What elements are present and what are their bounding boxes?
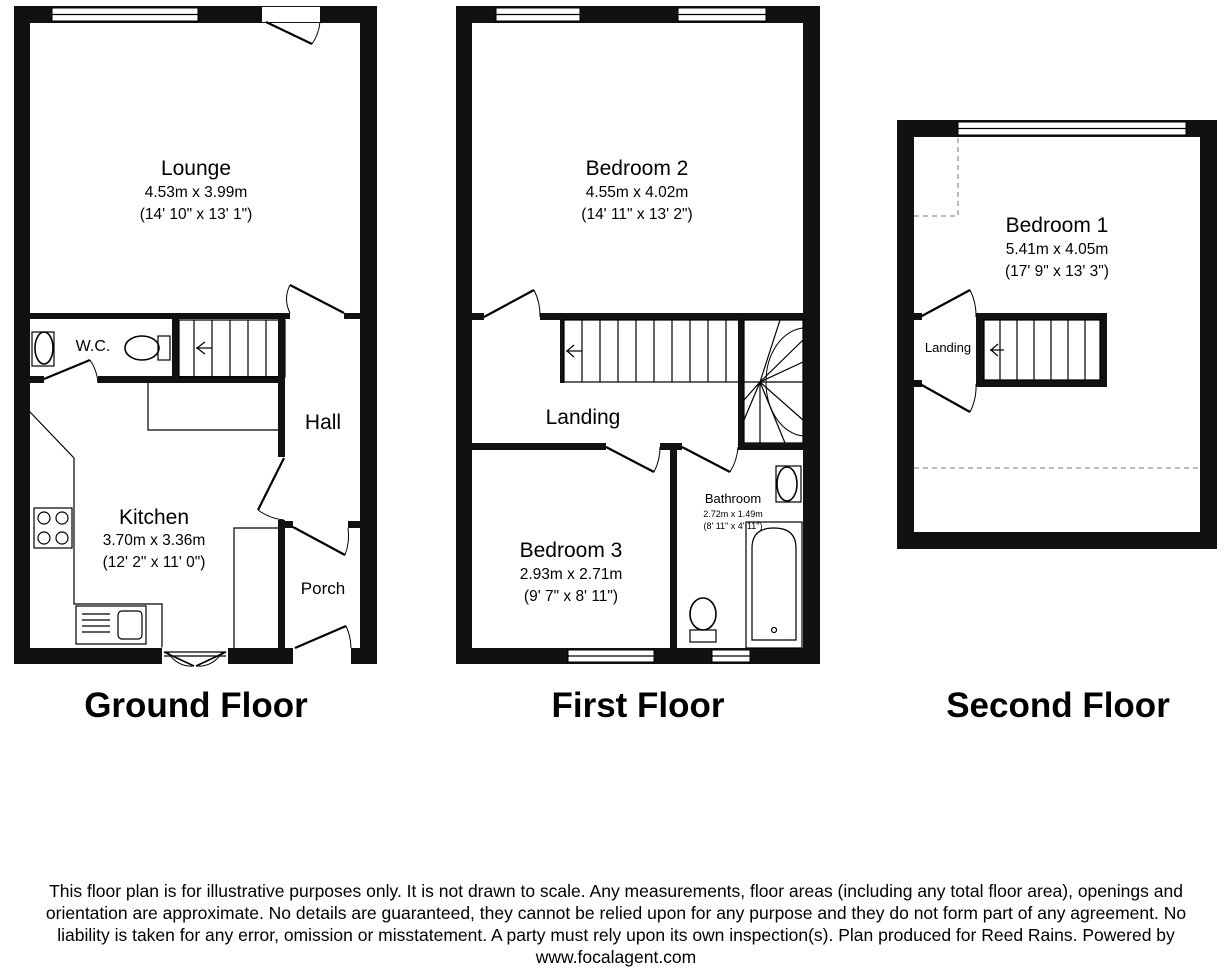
disclaimer-line: This floor plan is for illustrative purposes only. It is not drawn to scale. Any measurements, floor areas (including any total floor area), openings and bbox=[49, 881, 1183, 901]
bedroom2-door bbox=[484, 290, 534, 317]
bathroom-toilet bbox=[690, 598, 716, 630]
wc-name: W.C. bbox=[75, 338, 111, 355]
wc-door bbox=[44, 360, 90, 379]
lounge-name: Lounge bbox=[160, 157, 232, 180]
kitchen-name: Kitchen bbox=[118, 506, 190, 529]
bedroom3-metric: 2.93m x 2.71m bbox=[519, 566, 623, 583]
bathroom-imperial: (8' 11" x 4' 11") bbox=[703, 521, 763, 531]
bathtub bbox=[746, 522, 802, 648]
second-wall-left bbox=[897, 120, 914, 549]
bedroom3-door bbox=[606, 447, 654, 472]
lounge-bottom-wall bbox=[30, 313, 290, 319]
bedroom1-imperial: (17' 9" x 13' 3") bbox=[1005, 263, 1109, 280]
wc-toilet bbox=[125, 336, 159, 360]
porch-front-door bbox=[295, 626, 346, 648]
kitchen-metric: 3.70m x 3.36m bbox=[102, 532, 206, 549]
second-wall-right bbox=[1200, 120, 1217, 549]
ground-stairs bbox=[179, 320, 285, 377]
second-floor-plan bbox=[897, 120, 1217, 549]
disclaimer-line: liability is taken for any error, omission or misstatement. A party must rely upon its own inspection(s). Plan produced for Reed Rains. Powered by bbox=[57, 925, 1175, 945]
disclaimer-link[interactable]: www.focalagent.com bbox=[535, 947, 697, 967]
ground-floor-title: Ground Floor bbox=[84, 686, 308, 725]
disclaimer bbox=[0, 880, 1232, 968]
lounge-front-door bbox=[266, 22, 312, 44]
hall-name: Hall bbox=[304, 411, 342, 434]
first-floor-plan bbox=[456, 6, 820, 664]
bedroom2-imperial: (14' 11" x 13' 2") bbox=[581, 206, 693, 223]
porch-name: Porch bbox=[300, 579, 346, 598]
lounge-metric: 4.53m x 3.99m bbox=[144, 184, 248, 201]
bathroom-basin bbox=[777, 467, 797, 501]
lounge-imperial: (14' 10" x 13' 1") bbox=[139, 206, 253, 223]
first-floor-stairs bbox=[564, 320, 742, 382]
bathroom-name: Bathroom bbox=[704, 491, 762, 506]
porch-inner-door bbox=[293, 527, 345, 555]
bedroom1-name: Bedroom 1 bbox=[1005, 214, 1109, 237]
kitchen-hall-door bbox=[258, 458, 284, 510]
bedroom1-metric: 5.41m x 4.05m bbox=[1005, 241, 1109, 258]
bathroom-metric: 2.72m x 1.49m bbox=[703, 509, 763, 519]
first-wall-right bbox=[803, 6, 820, 664]
hall-lounge-door bbox=[290, 285, 344, 313]
first-wall-left bbox=[456, 6, 472, 664]
kitchen-sink bbox=[76, 606, 146, 644]
second-landing-name: Landing bbox=[924, 340, 972, 355]
bedroom2-name: Bedroom 2 bbox=[585, 157, 689, 180]
second-landing-door-bottom bbox=[920, 384, 970, 412]
bedroom3-name: Bedroom 3 bbox=[519, 539, 623, 562]
bedroom3-imperial: (9' 7" x 8' 11") bbox=[523, 588, 619, 605]
first-floor-title: First Floor bbox=[551, 686, 725, 725]
bathroom-door bbox=[682, 447, 730, 472]
ground-wall-left bbox=[14, 6, 30, 664]
wc-basin bbox=[35, 332, 53, 364]
disclaimer-line: orientation are approximate. No details are guaranteed, they cannot be relied upon for any purpose and they do not form part of any agreement. No bbox=[45, 903, 1187, 923]
second-wall-bottom bbox=[897, 532, 1217, 549]
kitchen-imperial: (12' 2" x 11' 0") bbox=[102, 554, 206, 571]
kitchen-counter-top bbox=[148, 383, 278, 430]
bedroom2-metric: 4.55m x 4.02m bbox=[585, 184, 689, 201]
second-landing-door-top bbox=[920, 290, 970, 317]
ground-wall-right bbox=[360, 6, 377, 664]
first-landing-name: Landing bbox=[545, 406, 621, 429]
kitchen-counter-left bbox=[30, 412, 162, 648]
second-floor-title: Second Floor bbox=[946, 686, 1170, 725]
